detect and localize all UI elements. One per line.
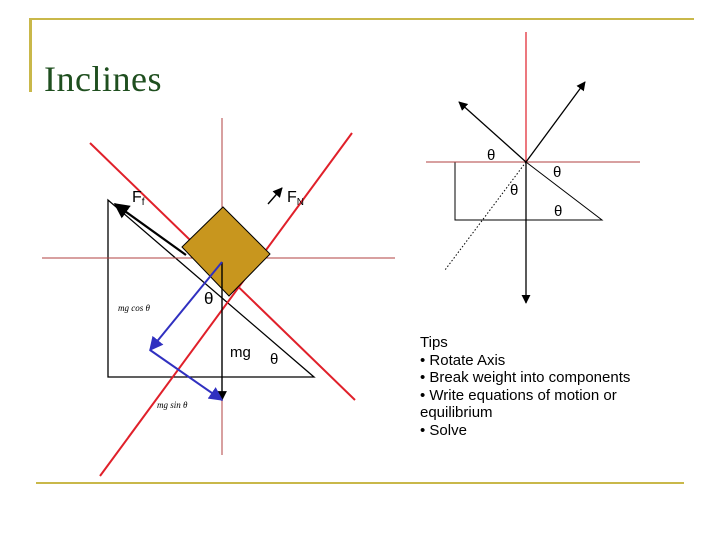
- mg-sin-label: mg sin θ: [157, 400, 188, 410]
- tips-block: [420, 334, 700, 439]
- tip-item: • Break weight into components: [420, 369, 631, 386]
- block: [182, 207, 270, 296]
- normal-force-arrow: [268, 188, 282, 204]
- theta-block-label: θ: [204, 289, 214, 308]
- tip-item: • Rotate Axis: [420, 351, 506, 369]
- tip-item: • Solve: [420, 421, 467, 439]
- friction-force-arrow: [115, 204, 186, 255]
- theta-label-b: θ: [510, 182, 519, 199]
- slide-title: Inclines: [44, 59, 162, 99]
- weight-label: mg: [230, 344, 251, 361]
- mg-cos-label: mg cos θ: [118, 303, 150, 313]
- theta-label-c: θ: [553, 164, 562, 181]
- normal-force-label: FN: [287, 189, 305, 208]
- angle-arrow-upper-right: [526, 82, 585, 162]
- friction-label: Ff: [132, 189, 145, 208]
- theta-label-d: θ: [554, 203, 563, 220]
- tip-item: • Write equations of motion or equilibrium: [420, 386, 617, 421]
- angle-dotted-extension: [445, 162, 526, 270]
- tips-heading: Tips: [420, 334, 448, 351]
- angle-triangle: [455, 162, 602, 220]
- theta-incline-label: θ: [270, 351, 279, 368]
- theta-label-a: θ: [487, 147, 496, 164]
